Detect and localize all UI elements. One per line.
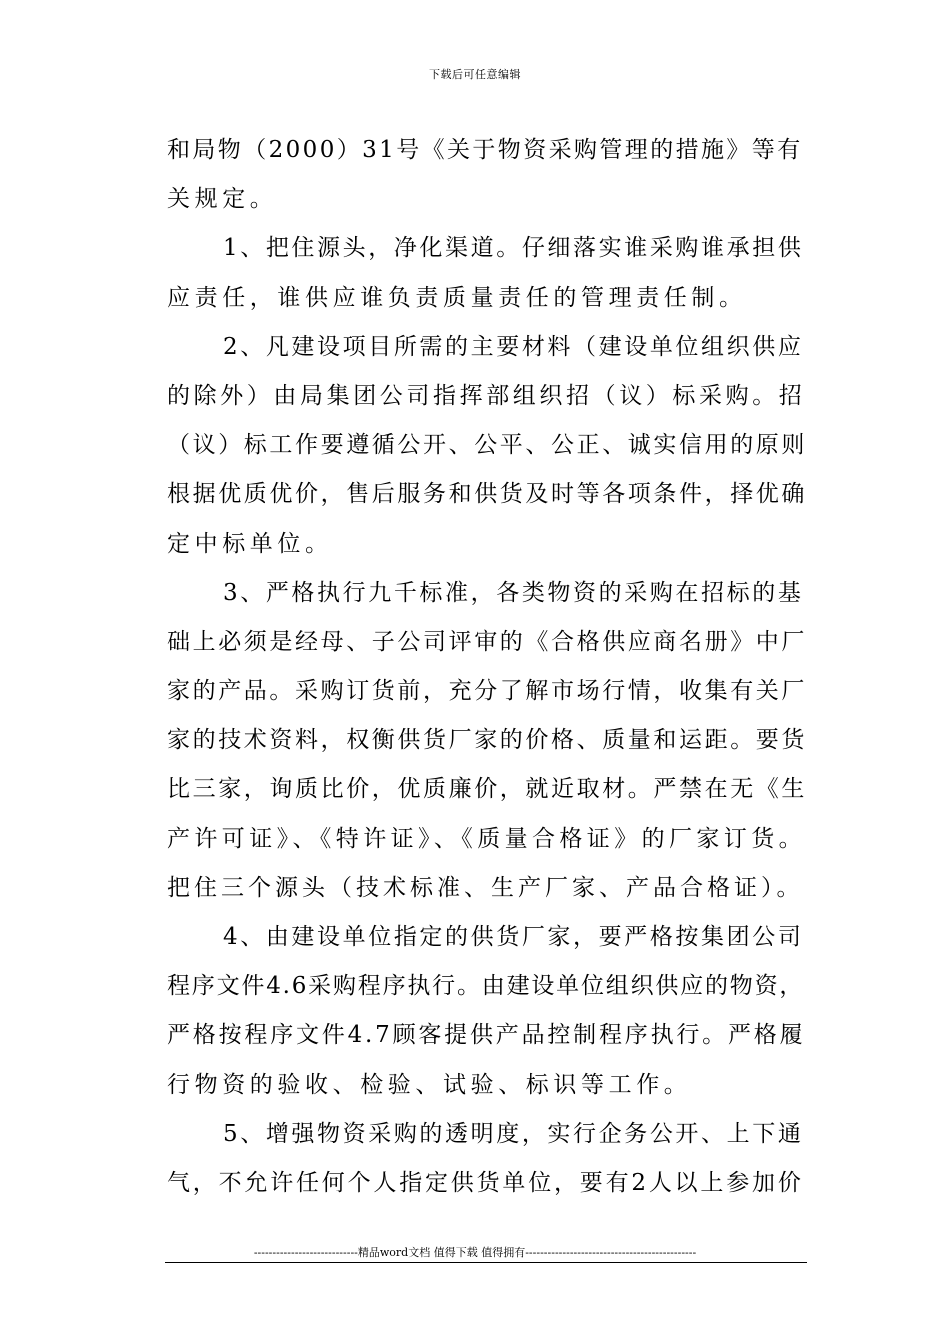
body-line-9: 定中标单位。 [167,530,333,557]
footer-divider [165,1262,807,1263]
body-line-5: 2、凡建设项目所需的主要材料（建设单位组织供应 [223,333,804,360]
body-line-16: 把住三个源头（技术标准、生产厂家、产品合格证）。 [167,874,804,901]
body-line-2: 关规定。 [167,186,278,213]
body-line-20: 行物资的验收、检验、试验、标识等工作。 [167,1071,692,1098]
body-line-8: 根据优质优价，售后服务和供货及时等各项条件，择优确 [167,481,807,508]
body-line-7: （议）标工作要遵循公开、公平、公正、诚实信用的原则 [167,432,807,459]
body-line-1: 和局物（2000）31号《关于物资采购管理的措施》等有 [167,137,803,163]
body-line-21: 5、增强物资采购的透明度，实行企务公开、上下通 [223,1120,804,1147]
body-line-13: 家的技术资料，权衡供货厂家的价格、质量和运距。要货 [167,727,807,754]
body-line-10: 3、严格执行九千标准，各类物资的采购在招标的基 [223,579,804,606]
body-line-3: 1、把住源头，净化渠道。仔细落实谁采购谁承担供 [223,235,804,262]
page-header: 下载后可任意编辑 [429,68,521,81]
body-line-11: 础上必须是经母、子公司评审的《合格供应商名册》中厂 [167,628,807,655]
body-line-4: 应责任，谁供应谁负责质量责任的管理责任制。 [167,284,747,311]
body-line-18: 程序文件4.6采购程序执行。由建设单位组织供应的物资， [167,973,805,1000]
page-footer: ----------------------------精品word文档 值得下载 值得拥有---------------------------------------------- [253,1246,697,1259]
body-line-15: 产许可证》、《特许证》、《质量合格证》的厂家订货。 [167,825,806,852]
body-line-17: 4、由建设单位指定的供货厂家，要严格按集团公司 [223,924,804,950]
body-line-14: 比三家，询质比价，优质廉价，就近取材。严禁在无《生 [167,776,807,803]
body-line-12: 家的产品。采购订货前，充分了解市场行情，收集有关厂 [167,678,807,705]
document-body [167,126,807,1208]
body-line-19: 严格按程序文件4.7顾客提供产品控制程序执行。严格履 [167,1022,806,1049]
body-line-22: 气，不允许任何个人指定供货单位，要有2人以上参加价 [167,1169,804,1196]
body-line-6: 的除外）由局集团公司指挥部组织招（议）标采购。招 [167,382,806,409]
